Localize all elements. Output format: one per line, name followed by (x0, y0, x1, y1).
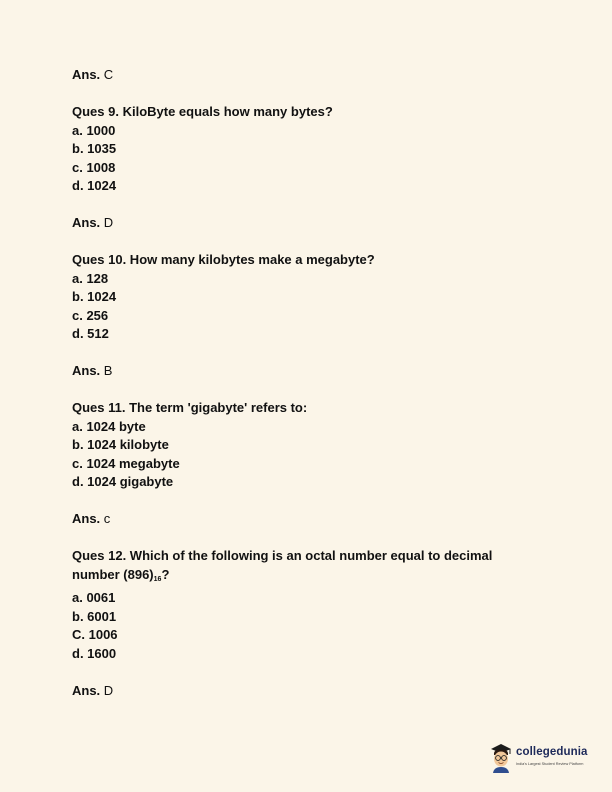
answer-value: B (103, 363, 113, 378)
option-b: b. 1035 (72, 141, 117, 156)
option-b: b. 1024 (72, 289, 117, 304)
option-b: b. 6001 (72, 608, 117, 624)
option-a: a. 1000 (72, 122, 116, 138)
answer-label: Ans. (72, 682, 101, 698)
subscript-base: 16 (153, 575, 162, 583)
option-d: d. 1600 (72, 645, 117, 661)
document-body (72, 66, 552, 700)
answer-line (72, 66, 552, 85)
answer-value: c (103, 511, 111, 526)
option-d: d. 1024 (72, 178, 117, 193)
answer-label: Ans. (72, 215, 101, 230)
answer-label: Ans. (72, 363, 101, 378)
logo-tagline: India's Largest Student Review Platform (516, 762, 584, 766)
logo-wordmark: collegedunia (516, 746, 588, 758)
question-text: number (896) (72, 566, 154, 582)
option-a: a. 1024 byte (72, 418, 146, 434)
collegedunia-logo (489, 742, 589, 776)
question-9: Ques 9. KiloByte equals how many bytes? (72, 104, 333, 119)
option-a: a. 0061 (72, 590, 116, 605)
option-c: c. 256 (72, 307, 109, 323)
question-10: Ques 10. How many kilobytes make a megabyte? (72, 252, 375, 267)
answer-label: Ans. (72, 67, 101, 82)
answer-value: D (103, 682, 114, 698)
answer-value: D (103, 215, 114, 230)
answer-value: C (103, 67, 114, 82)
option-c: c. 1008 (72, 159, 116, 175)
question-mark: ? (161, 566, 170, 582)
answer-line (72, 362, 552, 381)
option-b: b. 1024 kilobyte (72, 437, 169, 452)
question-12-line-2 (72, 566, 552, 590)
answer-line (72, 682, 552, 701)
answer-line (72, 510, 552, 529)
option-c: c. 1024 megabyte (72, 455, 180, 471)
answer-label: Ans. (72, 511, 101, 526)
answer-line (72, 214, 552, 233)
option-c: C. 1006 (72, 627, 118, 642)
question-11: Ques 11. The term 'gigabyte' refers to: (72, 400, 308, 415)
question-12-line-1: Ques 12. Which of the following is an octal number equal to decimal (72, 548, 493, 563)
option-d: d. 512 (72, 326, 109, 341)
option-a: a. 128 (72, 270, 109, 286)
option-d: d. 1024 gigabyte (72, 474, 174, 489)
mascot-icon (489, 742, 513, 774)
